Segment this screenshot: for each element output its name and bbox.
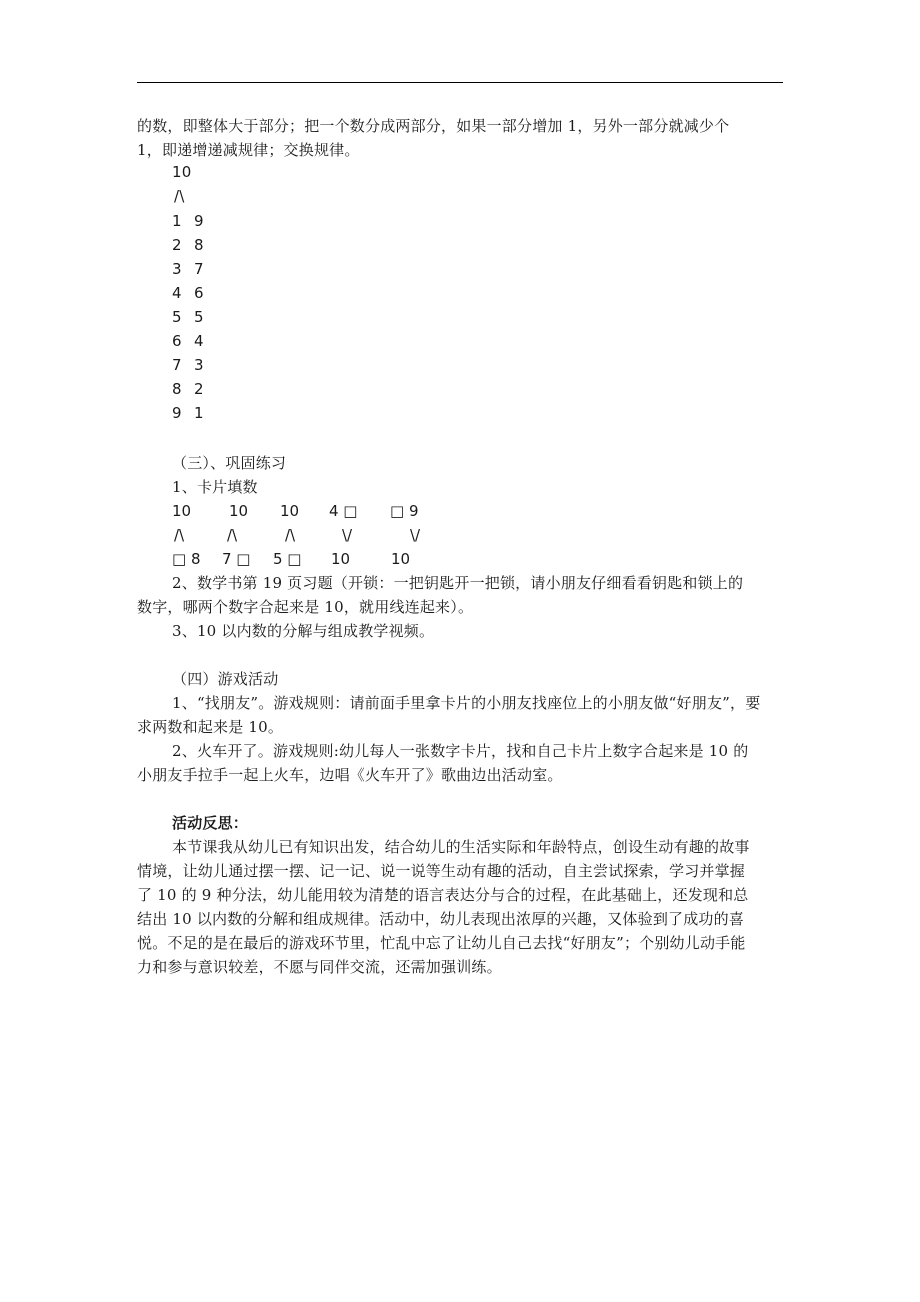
decomposition-pair xyxy=(172,283,232,303)
card-cell: 5 □ xyxy=(273,550,302,568)
decomposition-pair xyxy=(172,235,232,255)
reflection-line: 了 10 的 9 种分法，幼儿能用较为清楚的语言表达分与合的过程，在此基础上，还发现和总 xyxy=(137,886,749,904)
pair-left: 6 xyxy=(172,332,182,350)
pair-left: 5 xyxy=(172,308,182,326)
decomposition-pair xyxy=(172,403,232,423)
cards-row-3 xyxy=(172,549,472,569)
card-branch: /\ xyxy=(227,526,238,544)
reflection-line: 力和参与意识较差，不愿与同伴交流，还需加强训练。 xyxy=(137,958,502,976)
decomposition-pair xyxy=(172,331,232,351)
decomposition-pair xyxy=(172,355,232,375)
card-cell: 10 xyxy=(391,550,411,568)
section3-item2-line2: 数字，哪两个数字合起来是 10，就用线连起来）。 xyxy=(137,598,474,616)
section4-heading: （四）游戏活动 xyxy=(172,670,279,688)
pair-left: 2 xyxy=(172,236,182,254)
section4-item1-line1: 1、“找朋友”。游戏规则：请前面手里拿卡片的小朋友找座位上的小朋友做“好朋友”，要 xyxy=(172,694,761,712)
pair-right: 5 xyxy=(194,308,204,326)
reflection-line: 悦。不足的是在最后的游戏环节里，忙乱中忘了让幼儿自己去找“好朋友”；个别幼儿动手能 xyxy=(137,934,746,952)
cards-row-1 xyxy=(172,501,472,521)
card-branch: \/ xyxy=(342,526,353,544)
decomposition-pair xyxy=(172,211,232,231)
card-branch: /\ xyxy=(174,526,185,544)
pair-left: 8 xyxy=(172,380,182,398)
card-cell: □ 8 xyxy=(172,550,201,568)
card-cell: 4 □ xyxy=(329,502,358,520)
pair-left: 1 xyxy=(172,212,182,230)
decomposition-branch: /\ xyxy=(174,187,185,205)
decomposition-pair xyxy=(172,259,232,279)
header-rule xyxy=(137,82,783,83)
card-cell: 10 xyxy=(172,502,192,520)
pair-right: 4 xyxy=(194,332,204,350)
section3-item3: 3、10 以内数的分解与组成教学视频。 xyxy=(172,622,435,640)
decomposition-pair xyxy=(172,379,232,399)
pair-right: 8 xyxy=(194,236,204,254)
card-cell: 10 xyxy=(331,550,351,568)
pair-right: 1 xyxy=(194,404,204,422)
card-cell: □ 9 xyxy=(390,502,419,520)
pair-left: 3 xyxy=(172,260,182,278)
pair-left: 7 xyxy=(172,356,182,374)
section3-item1: 1、卡片填数 xyxy=(172,478,258,496)
pair-right: 3 xyxy=(194,356,204,374)
reflection-title: 活动反思： xyxy=(172,814,249,832)
intro-line-1: 的数，即整体大于部分；把一个数分成两部分，如果一部分增加 1，另外一部分就减少个 xyxy=(137,117,730,135)
decomposition-pair xyxy=(172,307,232,327)
pair-right: 6 xyxy=(194,284,204,302)
reflection-line: 结出 10 以内数的分解和组成规律。活动中，幼儿表现出浓厚的兴趣，又体验到了成功的喜 xyxy=(137,910,745,928)
cards-row-2 xyxy=(172,525,472,545)
pair-right: 2 xyxy=(194,380,204,398)
reflection-line: 本节课我从幼儿已有知识出发，结合幼儿的生活实际和年龄特点，创设生动有趣的故事 xyxy=(172,838,750,856)
card-branch: \/ xyxy=(410,526,421,544)
pair-left: 4 xyxy=(172,284,182,302)
decomposition-top: 10 xyxy=(172,163,192,181)
section4-item2-line1: 2、火车开了。游戏规则:幼儿每人一张数字卡片，找和自己卡片上数字合起来是 10 的 xyxy=(172,742,749,760)
section4-item1-line2: 求两数和起来是 10。 xyxy=(137,718,284,736)
section3-item2-line1: 2、数学书第 19 页习题（开锁：一把钥匙开一把锁，请小朋友仔细看看钥匙和锁上的 xyxy=(172,574,744,592)
card-branch: /\ xyxy=(285,526,296,544)
pair-right: 9 xyxy=(194,212,204,230)
card-cell: 7 □ xyxy=(222,550,251,568)
pair-right: 7 xyxy=(194,260,204,278)
section3-heading: （三）、巩固练习 xyxy=(172,454,287,472)
pair-left: 9 xyxy=(172,404,182,422)
card-cell: 10 xyxy=(280,502,300,520)
reflection-line: 情境，让幼儿通过摆一摆、记一记、说一说等生动有趣的活动，自主尝试探索，学习并掌握 xyxy=(137,862,746,880)
section4-item2-line2: 小朋友手拉手一起上火车，边唱《火车开了》歌曲边出活动室。 xyxy=(137,766,563,784)
intro-line-2: 1，即递增递减规律；交换规律。 xyxy=(137,141,360,159)
card-cell: 10 xyxy=(229,502,249,520)
